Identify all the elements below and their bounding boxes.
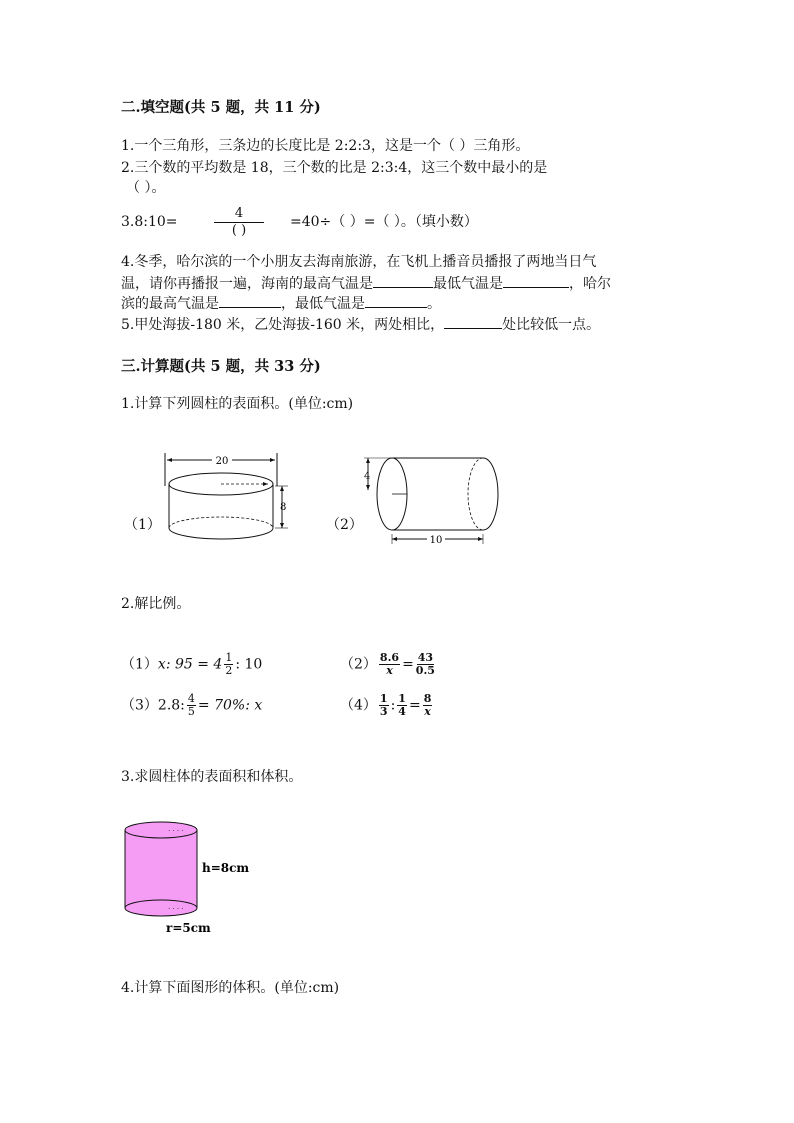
- fraction-denominator: 5: [187, 705, 195, 718]
- height-label: 8: [280, 502, 287, 513]
- equation-2: [340, 652, 437, 677]
- fraction-denominator: x: [424, 705, 431, 718]
- cylinder-figure-2: [360, 448, 510, 548]
- equation-3: [121, 693, 262, 718]
- eq-lhs: 2.8:: [157, 697, 185, 714]
- eq-label: （1）: [121, 656, 158, 673]
- question-2-5: [121, 314, 600, 335]
- diameter-label: 20: [215, 456, 229, 467]
- answer-blank: [365, 293, 427, 308]
- question-2-3-lead: 3.8:10=: [121, 214, 178, 230]
- question-2-2-line2: （ ）。: [126, 180, 166, 196]
- svg-text:· · · ·: · · · ·: [168, 827, 184, 835]
- equals-sign: =: [408, 697, 421, 714]
- question-2-4-line3: [121, 293, 441, 314]
- text-seg: ，哈尔: [569, 276, 611, 292]
- colon: :: [390, 697, 396, 714]
- eq-label: （2）: [340, 656, 377, 673]
- answer-blank: [444, 314, 502, 329]
- eq-label: （4）: [340, 697, 377, 714]
- eq-rhs: : 10: [235, 656, 263, 673]
- section-2-title: 二.填空题(共 5 题，共 11 分): [121, 99, 321, 116]
- fraction-denominator: x: [386, 664, 393, 677]
- fraction-denominator: 0.5: [415, 664, 435, 677]
- fraction-numerator: 43: [417, 651, 434, 664]
- question-3-2: 2.解比例。: [121, 596, 191, 612]
- fraction-numerator: 1: [225, 651, 233, 664]
- fraction-denominator: 2: [225, 664, 233, 677]
- fraction-denominator: 3: [379, 705, 388, 718]
- cylinder-body: [125, 830, 197, 908]
- length-label: 10: [429, 535, 443, 546]
- text-seg: 最低气温是: [433, 276, 503, 292]
- answer-blank: [219, 293, 281, 308]
- eq-lhs: x: 95 = 4: [157, 656, 223, 673]
- height-label: h=8cm: [202, 861, 250, 875]
- fraction-numerator: 1: [398, 692, 406, 705]
- question-2-1: 1.一个三角形，三条边的长度比是 2:2:3，这是一个（ ）三角形。: [121, 138, 530, 154]
- text-seg: 滨的最高气温是: [121, 296, 219, 312]
- fraction-numerator: 1: [379, 692, 388, 705]
- answer-blank: [503, 273, 569, 288]
- svg-text:· · · ·: · · · ·: [168, 905, 184, 913]
- cylinder-figure-3: [118, 820, 258, 940]
- question-3-4: 4.计算下面图形的体积。(单位:cm): [121, 980, 340, 996]
- equation-1: [121, 652, 262, 677]
- text-seg: 。: [427, 296, 441, 312]
- text-seg: 温，请你再播报一遍，海南的最高气温是: [121, 276, 373, 292]
- figure-1-label: （1）: [124, 517, 161, 533]
- equation-4: [340, 693, 434, 718]
- text-seg: 处比较低一点。: [502, 317, 601, 333]
- section-3-title: 三.计算题(共 5 题，共 33 分): [121, 358, 321, 375]
- diameter-label: 4: [364, 471, 371, 482]
- fraction-denominator: ( ): [231, 223, 247, 238]
- question-2-3-rest: =40÷（ ）=（ ）。（填小数）: [290, 214, 478, 230]
- eq-rhs: = 70%: x: [197, 697, 263, 714]
- eq-label: （3）: [121, 697, 158, 714]
- fraction-numerator: 4: [214, 206, 264, 223]
- question-2-4-line2: [121, 273, 611, 294]
- question-3-3: 3.求圆柱体的表面积和体积。: [121, 769, 303, 785]
- fraction-numerator: 8.6: [379, 651, 400, 664]
- cylinder-figure-1: [160, 448, 300, 548]
- question-2-4-line1: 4.冬季，哈尔滨的一个小朋友去海南旅游，在飞机上播音员播报了两地当日气: [121, 254, 597, 270]
- text-seg: 5.甲处海拔-180 米，乙处海拔-160 米，两处相比，: [121, 317, 445, 333]
- figure-2-label: （2）: [326, 517, 363, 533]
- question-2-3-fraction: [214, 206, 264, 239]
- answer-blank: [373, 273, 433, 288]
- fraction-denominator: 4: [398, 705, 406, 718]
- equals-sign: =: [402, 656, 414, 673]
- text-seg: ，最低气温是: [281, 296, 365, 312]
- radius-label: r=5cm: [166, 921, 211, 935]
- question-3-1: 1.计算下列圆柱的表面积。(单位:cm): [121, 396, 354, 412]
- question-2-2-line1: 2.三个数的平均数是 18，三个数的比是 2:3:4，这三个数中最小的是: [121, 160, 548, 176]
- fraction-numerator: 4: [187, 692, 195, 705]
- fraction-numerator: 8: [423, 692, 432, 705]
